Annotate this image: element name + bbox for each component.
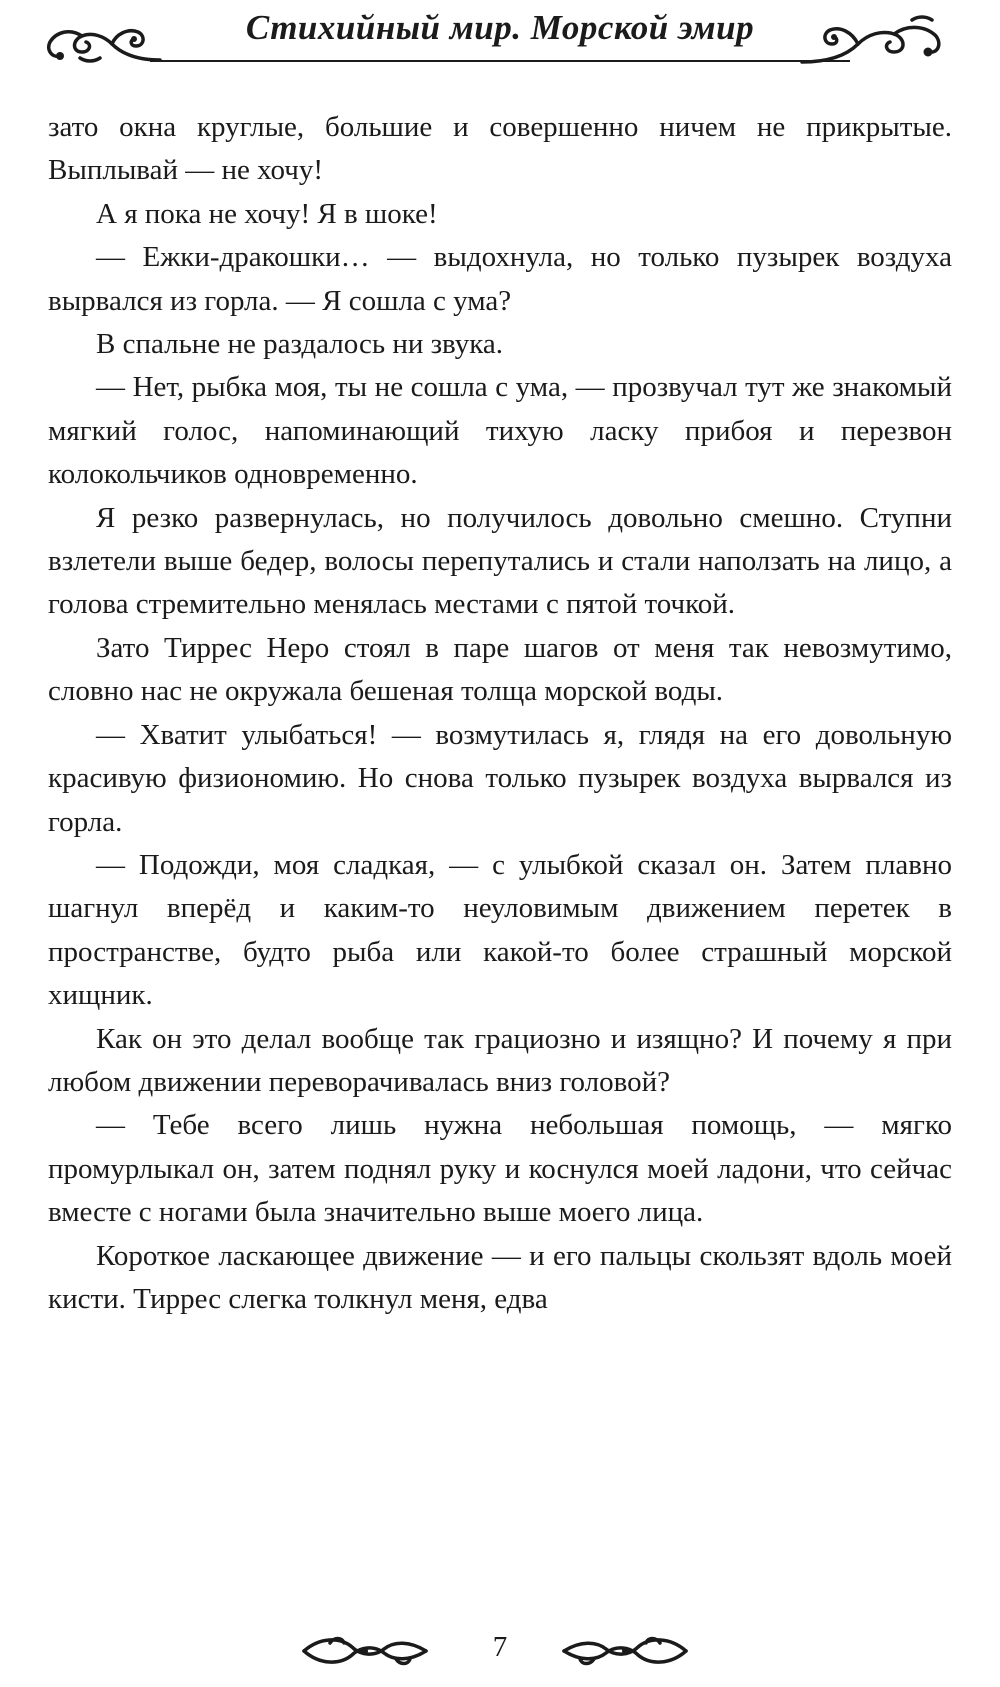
- paragraph: — Тебе всего лишь нужна небольшая помощь, — мягко промурлыкал он, затем поднял руку и коснулся моей ладони, что сейчас вместе с ногами была значительно выше моего лица.: [48, 1109, 952, 1229]
- page-footer: [0, 1625, 1000, 1685]
- running-head-rule: [150, 60, 850, 62]
- paragraph: — Подожди, моя сладкая, — с улыбкой сказал он. Затем плавно шагнул вперёд и каким-то неуловимым движением перетек в пространстве, будто рыба или какой-то более страшный морской хищник.: [48, 848, 952, 1012]
- paragraph: — Хватит улыбаться! — возмутилась я, глядя на его довольную красивую физиономию. Но снова только пузырек воздуха вырвался из горла.: [48, 718, 952, 838]
- paragraph: Короткое ласкающее движение — и его пальцы скользят вдоль моей кисти. Тиррес слегка толкнул меня, едва: [48, 1239, 952, 1315]
- page-body-text: [48, 106, 952, 1321]
- paragraph: Я резко развернулась, но получилось довольно смешно. Ступни взлетели выше бедер, волосы перепутались и стали наползать на лицо, а голова стремительно менялась местами с пятой точкой.: [48, 501, 952, 621]
- paragraph: — Ежки-дракошки… — выдохнула, но только пузырек воздуха вырвался из горла. — Я сошла с ума?: [48, 241, 952, 317]
- running-head: [0, 0, 1000, 80]
- paragraph: — Нет, рыбка моя, ты не сошла с ума, — прозвучал тут же знакомый мягкий голос, напоминающий тихую ласку прибоя и перезвон колокольчиков одновременно.: [48, 371, 952, 491]
- paragraph: зато окна круглые, большие и совершенно ничем не прикрытые. Выплывай — не хочу!: [48, 111, 952, 187]
- header-right-flourish-icon: [800, 12, 950, 68]
- paragraph: А я пока не хочу! Я в шоке!: [96, 197, 438, 230]
- paragraph: Как он это делал вообще так грациозно и изящно? И почему я при любом движении переворачивалась вниз головой?: [48, 1022, 952, 1098]
- paragraph: Зато Тиррес Неро стоял в паре шагов от меня так невозмутимо, словно нас не окружала бешеная толща морской воды.: [48, 631, 952, 708]
- footer-right-flourish-icon: [560, 1629, 690, 1673]
- page-number: 7: [492, 1631, 508, 1663]
- running-head-title: Стихийный мир. Морской эмир: [245, 8, 755, 47]
- paragraph: В спальне не раздалось ни звука.: [96, 328, 504, 361]
